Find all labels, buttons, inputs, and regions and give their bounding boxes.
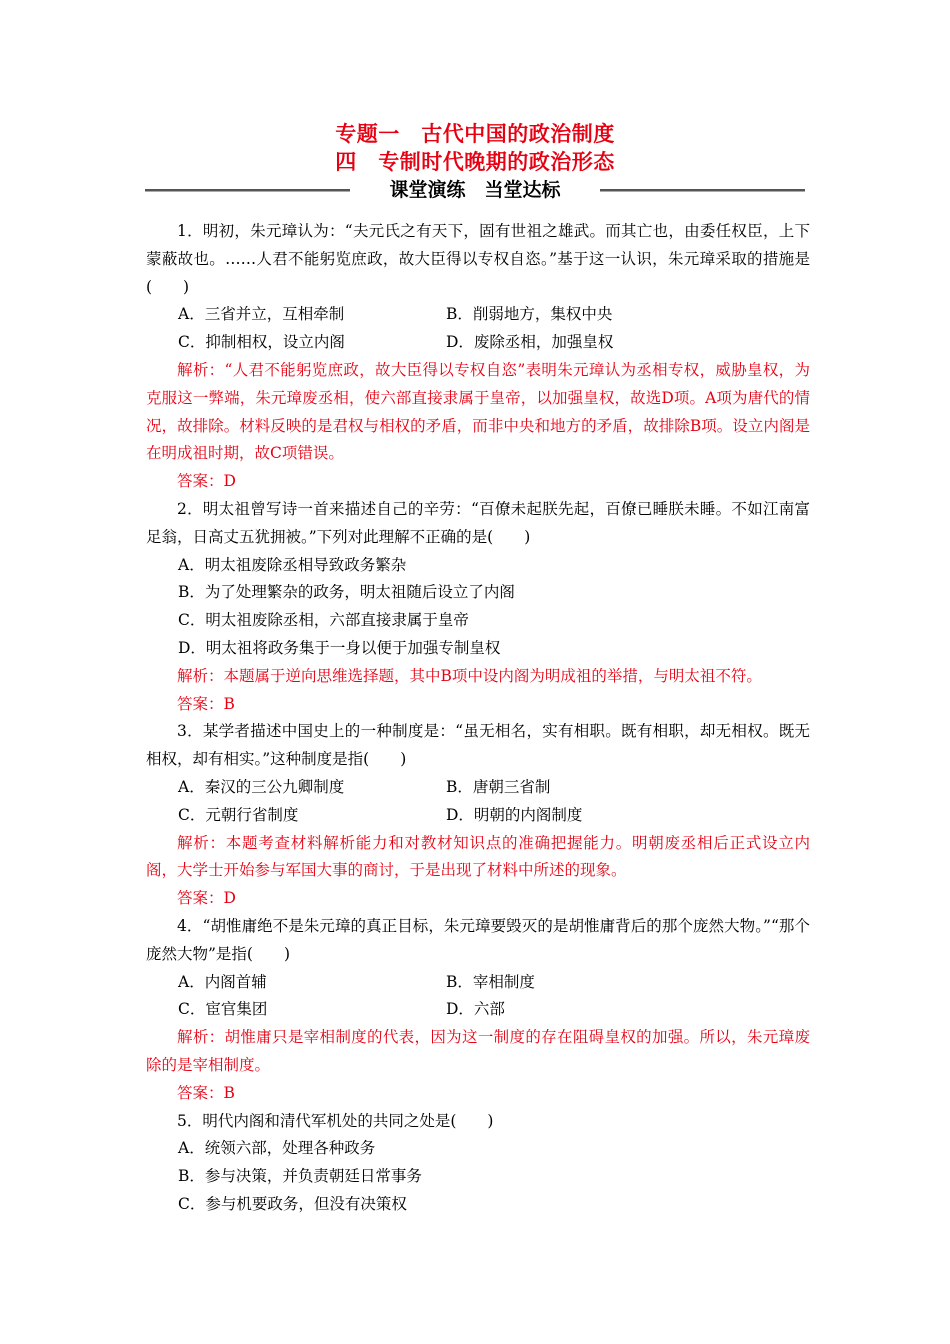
option-row [146, 329, 810, 357]
analysis-label: 解析： [177, 360, 225, 379]
option-a: A．内阁首辅 [178, 972, 267, 991]
analysis [146, 830, 810, 886]
option-d: D．六部 [446, 1000, 505, 1019]
option-b: B．宰相制度 [446, 972, 535, 991]
page-header [0, 120, 950, 204]
analysis [146, 1024, 810, 1080]
question-stem: 2．明太祖曾写诗一首来描述自己的辛劳：“百僚未起朕先起，百僚已睡朕未睡。不如江南富足翁，日高丈五犹拥被。”下列对此理解不正确的是( ) [146, 499, 810, 546]
analysis-text: 本题属于逆向思维选择题，其中B项中设内阁为明成祖的举措，与明太祖不符。 [223, 666, 762, 685]
subtitle: 课堂演练 当堂达标 [389, 179, 561, 201]
answer [146, 1080, 810, 1108]
option-row [146, 969, 810, 997]
analysis-label: 解析： [177, 666, 224, 685]
option-row [146, 802, 810, 830]
answer-value: B [223, 694, 235, 713]
question-stem: 3．某学者描述中国史上的一种制度是：“虽无相名，实有相职。既有相职，却无相权。既无相权，却有相实。”这种制度是指( ) [146, 722, 810, 769]
subtitle-rule-right [600, 189, 805, 192]
analysis-text: 本题考查材料解析能力和对教材知识点的准确把握能力。明朝废丞相后正式设立内阁，大学士开始参与军国大事的商讨，于是出现了材料中所述的现象。 [146, 833, 810, 880]
option-d: D．废除丞相，加强皇权 [446, 333, 614, 352]
answer [146, 468, 810, 496]
option-row [146, 301, 810, 329]
question-stem: 4．“胡惟庸绝不是朱元璋的真正目标，朱元璋要毁灭的是胡惟庸背后的那个庞然大物。”“那个庞然大物”是指( ) [146, 916, 810, 963]
question-stem: 5．明代内阁和清代军机处的共同之处是( ) [177, 1111, 494, 1130]
option-a: A．统领六部，处理各种政务 [178, 1139, 376, 1158]
analysis-label: 解析： [177, 1028, 225, 1047]
option-c: C．宦官集团 [178, 1000, 268, 1019]
document-body [146, 218, 810, 1219]
option-a: A．秦汉的三公九卿制度 [178, 777, 345, 796]
analysis-text: “人君不能躬览庶政，故大臣得以专权自恣”表明朱元璋认为丞相专权，威胁皇权，为克服这一弊端，朱元璋废丞相，使六部直接隶属于皇帝，以加强皇权，故选D项。A项为唐代的情况，故排除。材料反映的是君权与相权的矛盾，而非中央和地方的矛盾，故排除B项。设立内阁是在明成祖时期，故C项错误。 [146, 360, 810, 463]
subtitle-banner [145, 176, 805, 204]
section-title: 四 专制时代晚期的政治形态 [335, 150, 615, 174]
option-row [146, 996, 810, 1024]
option-d: D．明朝的内阁制度 [446, 805, 583, 824]
option-c: C．元朝行省制度 [178, 805, 299, 824]
answer [146, 885, 810, 913]
option-row [146, 774, 810, 802]
option-b: B．为了处理繁杂的政务，明太祖随后设立了内阁 [178, 583, 515, 602]
option-b: B．削弱地方，集权中央 [446, 305, 613, 324]
option-a: A．明太祖废除丞相导致政务繁杂 [178, 555, 407, 574]
analysis [146, 663, 810, 691]
answer-value: D [223, 472, 236, 491]
option-a: A．三省并立，互相牵制 [178, 305, 345, 324]
analysis-text: 胡惟庸只是宰相制度的代表，因为这一制度的存在阻碍皇权的加强。所以，朱元璋废除的是宰相制度。 [146, 1028, 810, 1074]
answer-value: B [223, 1083, 235, 1102]
answer-value: D [223, 889, 236, 908]
analysis-label: 解析： [177, 833, 226, 852]
option-c: C．参与机要政务，但没有决策权 [178, 1194, 407, 1213]
option-d: D．明太祖将政务集于一身以便于加强专制皇权 [178, 638, 501, 657]
answer-label: 答案： [177, 889, 224, 908]
answer-label: 答案： [177, 694, 224, 713]
question-stem: 1．明初，朱元璋认为：“夫元氏之有天下，固有世祖之雄武。而其亡也，由委任权臣，上下蒙蔽故也。……人君不能躬览庶政，故大臣得以专权自恣。”基于这一认识，朱元璋采取的措施是( ) [146, 222, 810, 296]
chapter-title: 专题一 古代中国的政治制度 [335, 122, 615, 146]
option-c: C．抑制相权，设立内阁 [178, 333, 345, 352]
option-c: C．明太祖废除丞相，六部直接隶属于皇帝 [178, 611, 469, 630]
option-b: B．唐朝三省制 [446, 777, 551, 796]
answer-label: 答案： [177, 472, 224, 491]
analysis [146, 357, 810, 468]
answer [146, 691, 810, 719]
answer-label: 答案： [177, 1083, 224, 1102]
option-b: B．参与决策，并负责朝廷日常事务 [178, 1167, 422, 1186]
